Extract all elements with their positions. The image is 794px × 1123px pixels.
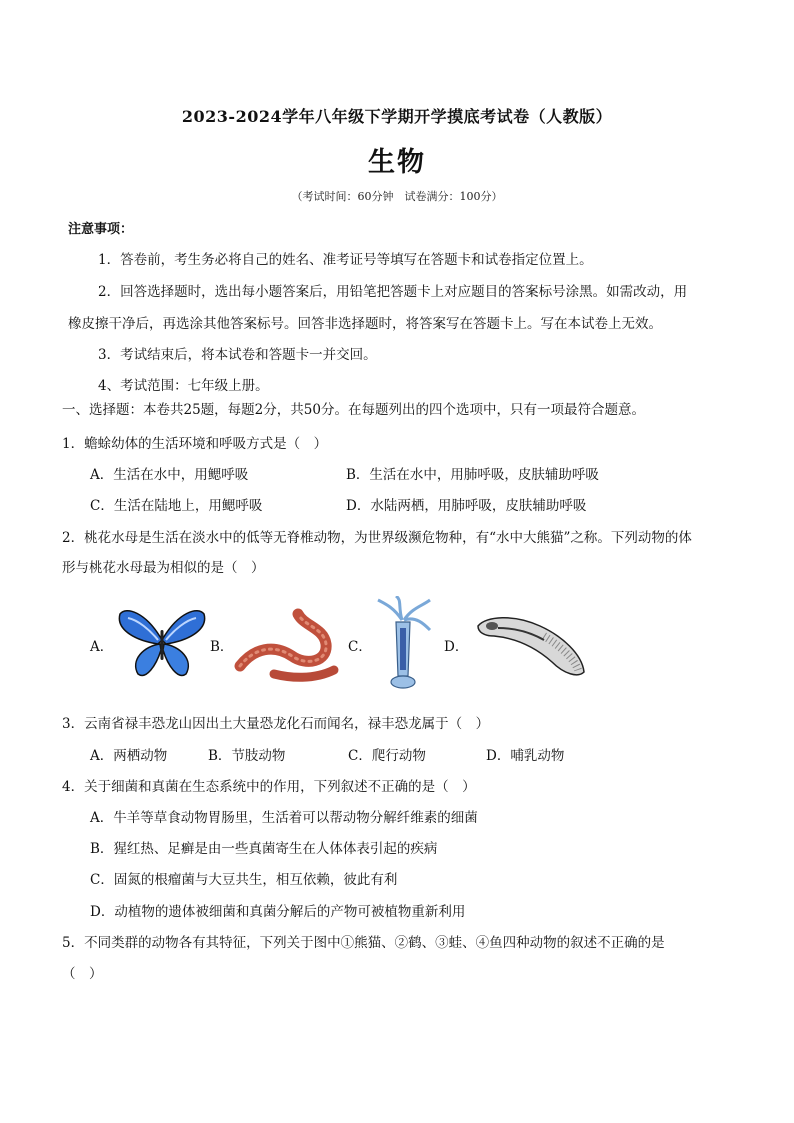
q1-option-c: C．生活在陆地上，用鳃呼吸 [90,498,263,514]
q5-stem-line2: （ ） [62,966,103,982]
notice-heading: 注意事项： [68,222,134,237]
q4-option-d: D．动植物的遗体被细菌和真菌分解后的产物可被植物重新利用 [90,904,466,920]
q1-option-d: D．水陆两栖，用肺呼吸，皮肤辅助呼吸 [346,498,587,514]
q1-stem: 1．蟾蜍幼体的生活环境和呼吸方式是（ ） [62,436,328,452]
subject-title: 生物 [368,147,426,178]
q2-label-b: B． [210,639,234,655]
q2-label-a: A． [90,639,114,655]
q3-stem: 3．云南省禄丰恐龙山因出土大量恐龙化石而闻名，禄丰恐龙属于（ ） [62,716,490,732]
exam-title: 2023-2024学年八年级下学期开学摸底考试卷（人教版） [181,107,613,126]
exam-info: （考试时间：60分钟 试卷满分：100分） [291,190,503,203]
q2-label-c: C． [348,639,372,655]
q3-option-c: C．爬行动物 [348,748,426,764]
leech-image [474,606,590,680]
q2-stem-line2: 形与桃花水母最为相似的是（ ） [62,560,265,576]
notice-item-2-cont: 橡皮擦干净后，再选涂其他答案标号。回答非选择题时，将答案写在答题卡上。写在本试卷上无效。 [68,316,662,332]
notice-item-4: 4、考试范围：七年级上册。 [98,378,269,394]
q4-option-c: C．固氮的根瘤菌与大豆共生，相互依赖，彼此有利 [90,872,398,888]
q1-option-a: A．生活在水中，用鳃呼吸 [90,467,249,483]
q4-stem: 4．关于细菌和真菌在生态系统中的作用，下列叙述不正确的是（ ） [62,779,476,795]
notice-item-1: 1．答卷前，考生务必将自己的姓名、准考证号等填写在答题卡和试卷指定位置上。 [98,252,593,268]
q3-option-b: B．节肢动物 [208,748,286,764]
section-heading: 一、选择题：本卷共25题，每题2分，共50分。在每题列出的四个选项中，只有一项最符合题意。 [62,402,645,418]
q3-option-d: D．哺乳动物 [486,748,565,764]
q2-label-d: D． [444,639,469,655]
q2-stem-line1: 2．桃花水母是生活在淡水中的低等无脊椎动物，为世界级濒危物种，有“水中大熊猫”之称。下列动物的体 [62,530,692,546]
butterfly-image [116,604,208,680]
q4-option-b: B．猩红热、足癣是由一些真菌寄生在人体体表引起的疾病 [90,841,438,857]
hydra-image [372,596,434,694]
notice-item-3: 3．考试结束后，将本试卷和答题卡一并交回。 [98,347,377,363]
earthworm-image [234,604,344,684]
q5-stem-line1: 5．不同类群的动物各有其特征，下列关于图中①熊猫、②鹤、③蛙、④鱼四种动物的叙述不正确的是 [62,935,665,951]
q1-option-b: B．生活在水中，用肺呼吸，皮肤辅助呼吸 [346,467,599,483]
q4-option-a: A．牛羊等草食动物胃肠里，生活着可以帮动物分解纤维素的细菌 [90,810,478,826]
q3-option-a: A．两栖动物 [90,748,168,764]
notice-item-2: 2．回答选择题时，选出每小题答案后，用铅笔把答题卡上对应题目的答案标号涂黑。如需改动，用 [98,284,688,300]
